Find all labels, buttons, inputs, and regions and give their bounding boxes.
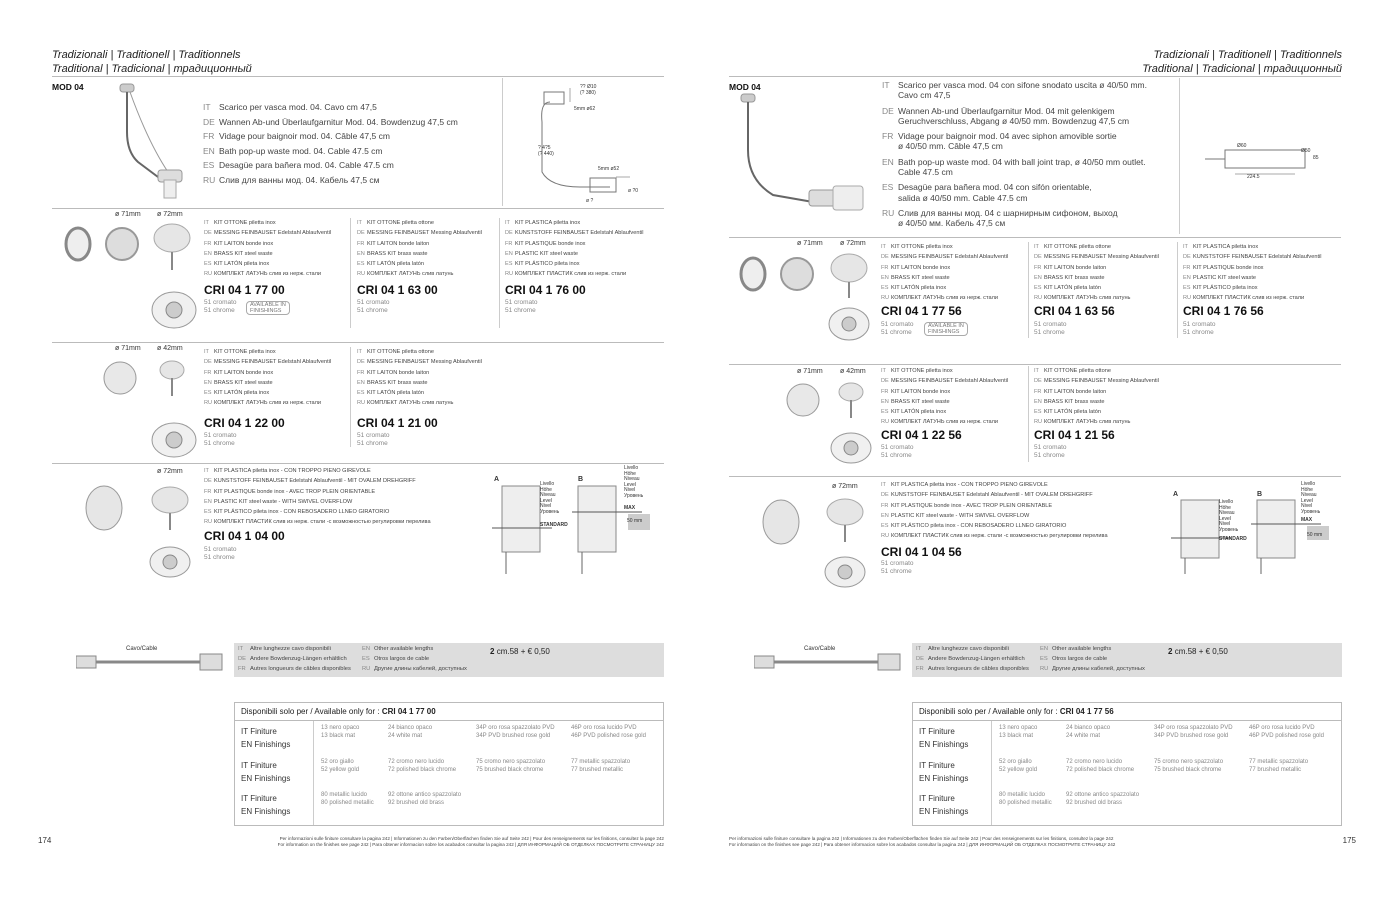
technical-drawing (520, 82, 640, 202)
kit-description (505, 218, 644, 280)
product-code: CRI 04 1 77 00 (204, 283, 285, 297)
kit-row: EN PLASTIC KIT steel waste (505, 250, 579, 257)
kit-row: DE MESSING FEINBAUSET Edelstahl Ablaufventil (881, 254, 1009, 261)
divider (313, 721, 314, 825)
finish-label: 51 cromato 51 chrome (881, 321, 914, 336)
kit-photos (60, 222, 200, 332)
availability-title: Disponibili solo per / Available only for : CRI 04 1 77 56 (913, 703, 1341, 721)
kit-row: ES KIT PLÁSTICO pileta inox (1183, 285, 1258, 292)
kit-row: IT KIT OTTONE piletta ottone (357, 349, 434, 355)
divider (52, 342, 664, 343)
available-badge: AVAILABLE IN FINISHINGS (924, 322, 968, 336)
cable-label: Cavo/Cable (126, 646, 158, 652)
finish-row-label: IT Finiture EN Finishings (919, 761, 969, 783)
divider (499, 218, 500, 328)
product-code: CRI 04 1 21 56 (1034, 428, 1115, 442)
divider (502, 78, 503, 206)
kit-row: FR KIT LAITON bonde inox (881, 264, 951, 271)
cable-options-bar (912, 643, 1342, 677)
finish-label: 51 cromato 51 chrome (357, 432, 390, 447)
bath-waste-with-trap-photo (733, 90, 873, 220)
finish-cell: 77 metallic spazzolato 77 brushed metallic (571, 759, 631, 773)
desc-row: FR Vidage pour baignoir mod. 04 avec siphon amovible sortie ø 40/50 mm. Câble 47,5 cm (882, 131, 1117, 152)
kit-description (204, 218, 331, 280)
kit-row: RU КОМПЛЕКТ ПЛАСТИК слив из нерж. стали (1183, 295, 1305, 302)
kit-row: RU КОМПЛЕКТ ЛАТУНЬ слив из нерж. стали (204, 271, 321, 278)
finish-cell: 72 cromo nero lucido 72 polished black chrome (1066, 759, 1135, 773)
page-number: 175 (1342, 836, 1356, 845)
kit-row: EN PLASTIC KIT steel waste - WITH SWIVEL OVERFLOW (881, 512, 1030, 519)
desc-row: DE Wannen Ab-und Überlaufgarnitur Mod. 04. Bowdenzug 47,5 cm (203, 116, 458, 127)
desc-row: EN Bath pop-up waste mod. 04 with ball joint trap, ø 40/50 mm outlet. Cable 47.5 cm (882, 156, 1146, 178)
kit-row: ES KIT LATÓN pileta latón (1034, 409, 1101, 416)
kit-photos (783, 378, 877, 468)
desc-row: FR Vidage pour baignoir mod. 04. Câble 47,5 cm (203, 131, 390, 141)
kit-row: IT KIT PLASTICA piletta inox - CON TROPPO PIENO GIREVOLE (881, 482, 1048, 488)
drawing-dim: 224.5 (1247, 174, 1260, 180)
diagram-label: B (578, 476, 584, 483)
product-code: CRI 04 1 04 00 (204, 529, 285, 543)
divider (1177, 242, 1178, 338)
mm-label: 50 mm (627, 518, 643, 524)
page-header: Tradizionali | Traditionell | Traditionnels Traditional | Tradicional | традиционный (52, 49, 252, 75)
availability-title: Disponibili solo per / Available only for : CRI 04 1 77 00 (235, 703, 663, 721)
divider (729, 237, 1341, 238)
desc-row: EN Bath pop-up waste mod. 04. Cable 47.5 cm (203, 145, 383, 156)
kit-photos (737, 252, 877, 344)
kit-row: IT KIT PLASTICA piletta inox - CON TROPPO PIENO GIREVOLE (204, 468, 371, 474)
drawing-dim: 5mm ø52 (598, 166, 620, 172)
mm-label: 50 mm (1307, 532, 1323, 538)
availability-table (912, 702, 1342, 826)
dimension-label: ø 72mm (840, 240, 866, 247)
finish-label: 51 cromato 51 chrome (204, 546, 237, 561)
kit-row: IT KIT OTTONE piletta inox (881, 244, 953, 250)
kit-row: ES KIT PLÁSTICO pileta inox - CON REBOSADERO LLNEO GIRATORIO (881, 523, 1067, 530)
finish-cell: 92 ottone antico spazzolato 92 brushed old brass (388, 792, 462, 806)
kit-row: IT KIT OTTONE piletta ottone (357, 220, 434, 226)
kit-row: FR KIT LAITON bonde laiton (357, 240, 430, 247)
max-label: MAX (1301, 517, 1313, 523)
dimension-label: ø 42mm (840, 368, 866, 375)
finish-label: 51 cromato 51 chrome (881, 444, 914, 459)
kit-row: IT KIT OTTONE piletta ottone (1034, 368, 1111, 374)
desc-row: RU Слив для ванны мод. 04. Кабель 47,5 см (203, 174, 380, 185)
kit-row: RU КОМПЛЕКТ ЛАТУНЬ слив из нерж. стали (881, 419, 998, 426)
finish-cell: 24 bianco opaco 24 white mat (388, 725, 433, 739)
availability-table (234, 702, 664, 826)
level-labels: Livello Höhe Niveau Level Nivel Уровень (1301, 481, 1321, 515)
bath-waste-photo (108, 82, 188, 202)
kit-row: IT KIT OTTONE piletta inox (204, 220, 276, 226)
kit-row: FR KIT LAITON bonde laiton (1034, 388, 1107, 395)
finish-cell: 72 cromo nero lucido 72 polished black chrome (388, 759, 457, 773)
kit-description (881, 366, 1008, 428)
divider (729, 476, 1341, 477)
kit-row: FR KIT PLASTIQUE bonde inox (1183, 264, 1264, 271)
desc-row: DE Wannen Ab-und Überlaufgarnitur Mod. 04 mit gelenkigem Geruchverschluss, Abgang ø 40/50 mm. Bowdenzug 47,5 cm (882, 105, 1130, 126)
standard-label: STANDARD (1219, 536, 1247, 542)
divider (350, 218, 351, 328)
model-title: MOD 04 (729, 82, 761, 92)
product-description (882, 80, 1147, 229)
kit-row: RU КОМПЛЕКТ ЛАТУНЬ слив латунь (1034, 295, 1131, 302)
kit-row: FR KIT LAITON bonde laiton (1034, 264, 1107, 271)
divider (52, 208, 664, 209)
kit-row: IT KIT PLASTICA piletta inox (505, 220, 581, 226)
kit-row: DE KUNSTSTOFF FEINBAUSET Edelstahl Ablaufventil (1183, 254, 1322, 261)
kit-row: DE MESSING FEINBAUSET Messing Ablaufventil (357, 359, 482, 366)
kit-photos (761, 492, 877, 592)
cable-options-right: EN Other available lengths ES Otros largos de cable RU Другие длины кабелей, доступных (362, 646, 467, 672)
kit-row: RU КОМПЛЕКТ ПЛАСТИК слив из нерж. стали -с возможностью регулировки перелива (204, 519, 431, 526)
finish-label: 51 cromato 51 chrome (505, 299, 538, 314)
level-labels: Livello Höhe Niveau Level Nivel Уровень (540, 481, 560, 515)
product-code: CRI 04 1 21 00 (357, 416, 438, 430)
drawing-dim: Ø50 (1301, 148, 1311, 154)
kit-row: EN BRASS KIT steel waste (204, 250, 273, 257)
product-code: CRI 04 1 22 56 (881, 428, 962, 442)
kit-row: IT KIT PLASTICA piletta inox (1183, 244, 1259, 250)
finish-cell: 52 oro giallo 52 yellow gold (999, 759, 1038, 773)
level-labels: Livello Höhe Niveau Level Nivel Уровень (1219, 499, 1239, 533)
cable-price: 2 cm.58 + € 0,50 (490, 647, 550, 656)
kit-photos (100, 356, 200, 462)
kit-row: EN BRASS KIT brass waste (357, 250, 428, 257)
kit-row: EN BRASS KIT steel waste (881, 398, 950, 405)
kit-row: ES KIT LATÓN pileta latón (357, 261, 424, 268)
divider (1028, 242, 1029, 338)
kit-row: EN BRASS KIT brass waste (1034, 398, 1105, 405)
drawing-dim: (? 380) (580, 90, 596, 96)
finish-cell: 13 nero opaco 13 black mat (999, 725, 1038, 739)
finish-cell: 34P oro rosa spazzolato PVD 34P PVD brushed rose gold (1154, 725, 1233, 739)
kit-row: RU КОМПЛЕКТ ЛАТУНЬ слив латунь (1034, 419, 1131, 426)
footer-note: Per informazioni sulle finiture consultare la pagina 242 | Informationen zu den Farben/Oberflächen finden Sie auf Seite 242 | Pour des renseignements sur les finitions, consultez la page 242 For information on the finishes see page 242 | Para obtener informacion sobre los acabados consultar la pagina 242 | ДЛЯ ИНФОРМАЦИЙ ОБ ОТДЕЛКАХ ПОСМОТРИТЕ СТРАНИЦУ 242 (277, 836, 664, 847)
divider (729, 364, 1341, 365)
kit-row: FR KIT LAITON bonde inox (204, 240, 274, 247)
kit-row: EN BRASS KIT brass waste (1034, 274, 1105, 281)
finish-cell: 24 bianco opaco 24 white mat (1066, 725, 1111, 739)
kit-row: DE MESSING FEINBAUSET Edelstahl Ablaufventil (881, 378, 1009, 385)
desc-row: ES Desagüe para bañera mod. 04. Cable 47.5 cm (203, 160, 394, 170)
finish-cell: 46P oro rosa lucido PVD 46P PVD polished rose gold (1249, 725, 1324, 739)
product-code: CRI 04 1 22 00 (204, 416, 285, 430)
drawing-dim: ? 4?5 (538, 145, 551, 151)
cable-options-left: IT Altre lunghezze cavo disponibili DE Andere Bowdenzug-Längen erhältlich FR Autres longueurs de câbles disponibles (238, 646, 351, 672)
finish-row-label: IT Finiture EN Finishings (241, 761, 291, 783)
divider (1179, 78, 1180, 234)
divider (991, 721, 992, 825)
kit-row: RU КОМПЛЕКТ ЛАТУНЬ слив из нерж. стали (204, 400, 321, 407)
divider (1028, 366, 1029, 462)
finish-cell: 80 metallic lucido 80 polished metallic (999, 792, 1052, 806)
kit-row: EN PLASTIC KIT steel waste - WITH SWIVEL OVERFLOW (204, 498, 353, 505)
dimension-label: ø 72mm (157, 211, 183, 218)
drawing-dim: (? 440) (538, 151, 554, 157)
kit-row: IT KIT OTTONE piletta ottone (1034, 244, 1111, 250)
kit-row: EN PLASTIC KIT steel waste (1183, 274, 1257, 281)
available-badge: AVAILABLE IN FINISHINGS (246, 301, 290, 315)
kit-row: EN BRASS KIT steel waste (204, 379, 273, 386)
desc-row: ES Desagüe para bañera mod. 04 con sifón orientable, salida ø 40/50 mm. Cable 47.5 cm (882, 182, 1092, 203)
kit-row: DE KUNSTSTOFF FEINBAUSET Edelstahl Ablaufventil - MIT OVALEM DREHGRIFF (204, 478, 416, 485)
kit-row: FR KIT PLASTIQUE bonde inox - AVEC TROP PLEIN ORIENTABLE (881, 502, 1053, 509)
kit-row: FR KIT PLASTIQUE bonde inox - AVEC TROP PLEIN ORIENTABLE (204, 488, 376, 495)
kit-row: ES KIT LATÓN pileta inox (204, 390, 270, 397)
divider (52, 463, 664, 464)
kit-row: RU КОМПЛЕКТ ПЛАСТИК слив из нерж. стали (505, 271, 627, 278)
finish-label: 51 cromato 51 chrome (1183, 321, 1216, 336)
kit-row: RU КОМПЛЕКТ ЛАТУНЬ слив латунь (357, 400, 454, 407)
dimension-label: ø 72mm (157, 468, 183, 475)
kit-row: ES KIT PLÁSTICO pileta inox (505, 261, 580, 268)
finish-cell: 46P oro rosa lucido PVD 46P PVD polished rose gold (571, 725, 646, 739)
finish-cell: 92 ottone antico spazzolato 92 brushed old brass (1066, 792, 1140, 806)
product-code: CRI 04 1 63 56 (1034, 304, 1115, 318)
kit-description (1034, 366, 1159, 428)
finish-cell: 80 metallic lucido 80 polished metallic (321, 792, 374, 806)
kit-row: FR KIT LAITON bonde inox (204, 369, 274, 376)
kit-description (357, 347, 482, 409)
standard-label: STANDARD (540, 522, 568, 528)
product-code: CRI 04 1 04 56 (881, 545, 962, 559)
cable-price: 2 cm.58 + € 0,50 (1168, 647, 1228, 656)
divider (729, 76, 1341, 77)
finish-cell: 52 oro giallo 52 yellow gold (321, 759, 360, 773)
dimension-label: ø 42mm (157, 345, 183, 352)
cable-label: Cavo/Cable (804, 646, 836, 652)
drawing-dim: ø ?0 (628, 188, 639, 194)
cable-options-bar (234, 643, 664, 677)
diagram-label: A (1173, 491, 1179, 498)
kit-row: DE MESSING FEINBAUSET Edelstahl Ablaufventil (204, 230, 332, 237)
kit-row: EN BRASS KIT steel waste (881, 274, 950, 281)
kit-row: FR KIT LAITON bonde laiton (357, 369, 430, 376)
page-header: Tradizionali | Traditionell | Traditionnels Traditional | Tradicional | традиционный (1142, 49, 1342, 75)
drawing-dim: ?? Ø10 (580, 84, 597, 90)
dimension-label: ø 71mm (797, 368, 823, 375)
kit-row: RU КОМПЛЕКТ ЛАТУНЬ слив из нерж. стали (881, 295, 998, 302)
dimension-label: ø 71mm (115, 345, 141, 352)
kit-description (204, 347, 331, 409)
kit-row: DE KUNSTSTOFF FEINBAUSET Edelstahl Ablaufventil (505, 230, 644, 237)
finish-cell: 13 nero opaco 13 black mat (321, 725, 360, 739)
diagram-label: A (494, 476, 500, 483)
kit-row: ES KIT LATÓN pileta latón (1034, 285, 1101, 292)
finish-label: 51 cromato 51 chrome (1034, 321, 1067, 336)
kit-description (881, 242, 1008, 304)
cable-options-right: EN Other available lengths ES Otros largos de cable RU Другие длины кабелей, доступных (1040, 646, 1145, 672)
kit-description (357, 218, 482, 280)
right-page (697, 0, 1394, 901)
dimension-label: ø 72mm (832, 483, 858, 490)
divider (52, 76, 664, 77)
finish-label: 51 cromato 51 chrome (204, 299, 237, 314)
cable-photo (754, 650, 904, 674)
desc-row: IT Scarico per vasca mod. 04. Cavo cm 47,5 (203, 102, 377, 112)
kit-description (1183, 242, 1322, 304)
finish-cell: 77 metallic spazzolato 77 brushed metallic (1249, 759, 1309, 773)
product-code: CRI 04 1 77 56 (881, 304, 962, 318)
finish-row-label: IT Finiture EN Finishings (241, 794, 291, 816)
kit-row: FR KIT LAITON bonde inox (881, 388, 951, 395)
kit-row: ES KIT LATÓN pileta inox (204, 261, 270, 268)
level-labels: Livello Höhe Niveau Level Nivel Уровень (624, 465, 644, 499)
finish-row-label: IT Finiture EN Finishings (241, 727, 291, 749)
product-code: CRI 04 1 63 00 (357, 283, 438, 297)
dimension-label: ø 71mm (797, 240, 823, 247)
kit-row: DE MESSING FEINBAUSET Messing Ablaufventil (1034, 254, 1159, 261)
finish-cell: 75 cromo nero spazzolato 75 brushed black chrome (1154, 759, 1224, 773)
kit-description (881, 480, 1108, 542)
diagram-label: B (1257, 491, 1263, 498)
desc-row: IT Scarico per vasca mod. 04 con sifone snodato uscita ø 40/50 mm. Cavo cm 47,5 (882, 80, 1147, 101)
finish-cell: 34P oro rosa spazzolato PVD 34P PVD brushed rose gold (476, 725, 555, 739)
cable-photo (76, 650, 226, 674)
divider (350, 347, 351, 447)
footer-note: Per informazioni sulle finiture consultare la pagina 242 | Informationen zu den Farben/Oberflächen finden Sie auf Seite 242 | Pour des renseignements sur les finitions, consultez la page 242 For information on the finishes see page 242 | Para obtener informacion sobre los acabados consultar la pagina 242 | ДЛЯ ИНФОРМАЦИЙ ОБ ОТДЕЛКАХ ПОСМОТРИТЕ СТРАНИЦУ 242 (729, 836, 1116, 847)
kit-row: FR KIT PLASTIQUE bonde inox (505, 240, 586, 247)
product-description (203, 100, 458, 187)
kit-row: IT KIT OTTONE piletta inox (204, 349, 276, 355)
kit-row: DE MESSING FEINBAUSET Edelstahl Ablaufventil (204, 359, 332, 366)
drawing-dim: 5mm ø62 (574, 106, 596, 112)
technical-drawing (1205, 140, 1325, 180)
kit-row: ES KIT PLÁSTICO pileta inox - CON REBOSADERO LLNEO GIRATORIO (204, 509, 390, 516)
kit-description (204, 466, 431, 528)
finish-label: 51 cromato 51 chrome (357, 299, 390, 314)
finish-label: 51 cromato 51 chrome (204, 432, 237, 447)
kit-row: DE MESSING FEINBAUSET Messing Ablaufventil (1034, 378, 1159, 385)
finish-label: 51 cromato 51 chrome (881, 560, 914, 575)
dimension-label: ø 71mm (115, 211, 141, 218)
cable-options-left: IT Altre lunghezze cavo disponibili DE Andere Bowdenzug-Längen erhältlich FR Autres longueurs de câbles disponibles (916, 646, 1029, 672)
kit-row: DE MESSING FEINBAUSET Messing Ablaufventil (357, 230, 482, 237)
kit-row: ES KIT LATÓN pileta inox (881, 285, 947, 292)
kit-row: RU КОМПЛЕКТ ЛАТУНЬ слив латунь (357, 271, 454, 278)
finish-cell: 75 cromo nero spazzolato 75 brushed black chrome (476, 759, 546, 773)
kit-row: RU КОМПЛЕКТ ПЛАСТИК слив из нерж. стали -с возможностью регулировки перелива (881, 533, 1108, 540)
max-label: MAX (624, 505, 636, 511)
drawing-dim: Ø60 (1237, 143, 1247, 149)
kit-photos (84, 480, 200, 580)
model-title: MOD 04 (52, 82, 84, 92)
desc-row: RU Слив для ванны мод. 04 с шарнирным сифоном, выход ø 40/50 мм. Кабель 47,5 см (882, 207, 1118, 229)
kit-row: EN BRASS KIT brass waste (357, 379, 428, 386)
kit-row: ES KIT LATÓN pileta inox (881, 409, 947, 416)
drawing-dim: ø ? (586, 198, 594, 204)
page-number: 174 (38, 836, 52, 845)
kit-row: IT KIT OTTONE piletta inox (881, 368, 953, 374)
kit-row: ES KIT LATÓN pileta latón (357, 390, 424, 397)
finish-row-label: IT Finiture EN Finishings (919, 794, 969, 816)
product-code: CRI 04 1 76 56 (1183, 304, 1264, 318)
kit-row: DE KUNSTSTOFF FEINBAUSET Edelstahl Ablaufventil - MIT OVALEM DREHGRIFF (881, 492, 1093, 499)
product-code: CRI 04 1 76 00 (505, 283, 586, 297)
kit-description (1034, 242, 1159, 304)
drawing-dim: 85 (1313, 155, 1319, 161)
finish-label: 51 cromato 51 chrome (1034, 444, 1067, 459)
finish-row-label: IT Finiture EN Finishings (919, 727, 969, 749)
